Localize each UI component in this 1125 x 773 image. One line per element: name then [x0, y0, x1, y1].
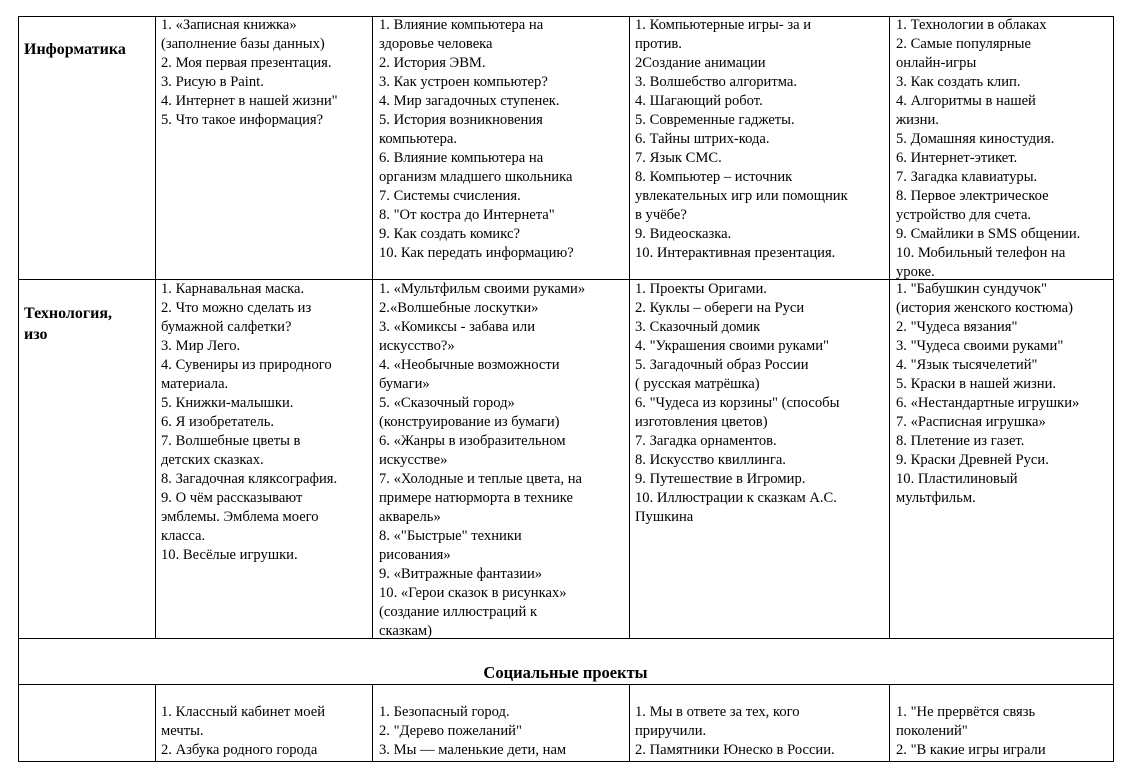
cell-line: 3. "Чудеса своими руками": [896, 338, 1064, 354]
cell-line: 7. Загадка орнаментов.: [635, 433, 777, 449]
cell-line: 4. Мир загадочных ступенек.: [379, 93, 560, 109]
cell-line: 3. Сказочный домик: [635, 319, 761, 335]
cell-technology-col2: [379, 280, 585, 641]
col-divider-4a: [889, 16, 890, 639]
cell-line: искусстве»: [379, 452, 448, 468]
cell-line: жизни.: [896, 112, 939, 128]
cell-line: 6. «Нестандартные игрушки»: [896, 395, 1080, 411]
cell-technology-col4: [896, 280, 1079, 508]
cell-line: примере натюрморта в технике: [379, 490, 573, 506]
cell-line: 9. О чём рассказывают: [161, 490, 303, 506]
cell-social-col4: [896, 703, 1046, 760]
cell-line: 8. Компьютер – источник: [635, 169, 793, 185]
cell-line: 9. «Витражные фантазии»: [379, 566, 543, 582]
cell-line: против.: [635, 36, 682, 52]
cell-line: 3. Как создать клип.: [896, 74, 1021, 90]
cell-line: (конструирование из бумаги): [379, 414, 560, 430]
cell-line: 8. "От костра до Интернета": [379, 207, 555, 223]
cell-line: 10. Как передать информацию?: [379, 245, 574, 261]
col-divider-3a: [629, 16, 630, 639]
cell-line: 2. "Дерево пожеланий": [379, 723, 522, 739]
subject-line-1: Технология,: [24, 305, 112, 322]
cell-line: 2. Моя первая презентация.: [161, 55, 332, 71]
cell-line: акварель»: [379, 509, 441, 525]
cell-line: 4. Шагающий робот.: [635, 93, 763, 109]
cell-line: 9. Как создать комикс?: [379, 226, 520, 242]
cell-line: 5. Что такое информация?: [161, 112, 324, 128]
cell-line: рисования»: [379, 547, 451, 563]
cell-line: бумаги»: [379, 376, 430, 392]
col-divider-2a: [372, 16, 373, 639]
cell-line: эмблемы. Эмблема моего: [161, 509, 319, 525]
cell-line: 3. «Комиксы - забава или: [379, 319, 535, 335]
col-divider-3b: [629, 684, 630, 762]
cell-line: сказкам): [379, 623, 433, 639]
cell-informatics-col1: [161, 16, 338, 130]
cell-line: 3. Рисую в Paint.: [161, 74, 264, 90]
col-divider-1a: [155, 16, 156, 639]
cell-technology-col1: [161, 280, 337, 565]
cell-informatics-col3: [635, 16, 848, 263]
cell-line: 5. Краски в нашей жизни.: [896, 376, 1057, 392]
cell-line: 2. Что можно сделать из: [161, 300, 312, 316]
cell-line: 1. Карнавальная маска.: [161, 281, 305, 297]
cell-line: 5. Современные гаджеты.: [635, 112, 795, 128]
cell-informatics-col2: [379, 16, 574, 263]
cell-line: 10. Интерактивная презентация.: [635, 245, 836, 261]
cell-line: 7. «Холодные и теплые цвета, на: [379, 471, 582, 487]
cell-line: в учёбе?: [635, 207, 687, 223]
cell-line: 6. Тайны штрих-кода.: [635, 131, 770, 147]
cell-line: 5. Загадочный образ России: [635, 357, 809, 373]
subject-line-2: изо: [24, 326, 48, 343]
cell-line: 1. «Мультфильм своими руками»: [379, 281, 586, 297]
cell-line: ( русская матрёшка): [635, 376, 760, 392]
cell-line: 6. "Чудеса из корзины" (способы: [635, 395, 840, 411]
cell-line: 5. История возникновения: [379, 112, 543, 128]
cell-line: 8. Искусство квиллинга.: [635, 452, 786, 468]
cell-line: мультфильм.: [896, 490, 976, 506]
cell-line: 8. Загадочная кляксография.: [161, 471, 338, 487]
cell-line: организм младшего школьника: [379, 169, 573, 185]
cell-line: 8. «"Быстрые" техники: [379, 528, 522, 544]
cell-line: изготовления цветов): [635, 414, 768, 430]
cell-line: (заполнение базы данных): [161, 36, 325, 52]
cell-technology-col3: [635, 280, 839, 527]
cell-line: 2. Самые популярные: [896, 36, 1031, 52]
cell-line: 1. Влияние компьютера на: [379, 17, 544, 33]
cell-line: 5. «Сказочный город»: [379, 395, 515, 411]
cell-line: 4. Интернет в нашей жизни": [161, 93, 338, 109]
cell-line: 9. Краски Древней Руси.: [896, 452, 1049, 468]
cell-line: 4. «Необычные возможности: [379, 357, 560, 373]
cell-line: 5. Книжки-малышки.: [161, 395, 294, 411]
cell-line: 6. Влияние компьютера на: [379, 150, 544, 166]
cell-line: здоровье человека: [379, 36, 493, 52]
cell-line: (создание иллюстраций к: [379, 604, 538, 620]
cell-line: 2Создание анимации: [635, 55, 766, 71]
cell-line: 10. Пластилиновый: [896, 471, 1018, 487]
cell-line: 10. Весёлые игрушки.: [161, 547, 298, 563]
col-divider-2b: [372, 684, 373, 762]
cell-line: 9. Видеосказка.: [635, 226, 732, 242]
cell-line: 1. "Бабушкин сундучок": [896, 281, 1047, 297]
subject-technology-art: [24, 303, 112, 345]
cell-line: 1. «Записная книжка»: [161, 17, 297, 33]
cell-line: 7. Системы счисления.: [379, 188, 521, 204]
cell-line: 7. «Расписная игрушка»: [896, 414, 1046, 430]
cell-social-col1: [161, 703, 325, 760]
cell-line: 1. Проекты Оригами.: [635, 281, 767, 297]
cell-line: бумажной салфетки?: [161, 319, 292, 335]
cell-line: устройство для счета.: [896, 207, 1032, 223]
cell-line: 7. Загадка клавиатуры.: [896, 169, 1038, 185]
cell-line: поколений": [896, 723, 968, 739]
cell-line: 6. Интернет-этикет.: [896, 150, 1018, 166]
cell-line: 5. Домашняя киностудия.: [896, 131, 1055, 147]
cell-line: увлекательных игр или помощник: [635, 188, 848, 204]
subject-informatics: Информатика: [24, 41, 126, 58]
cell-line: 3. Волшебство алгоритма.: [635, 74, 797, 90]
cell-line: Пушкина: [635, 509, 694, 525]
cell-line: 1. Компьютерные игры- за и: [635, 17, 812, 33]
cell-line: 4. "Украшения своими руками": [635, 338, 829, 354]
cell-line: 2. Куклы – обереги на Руси: [635, 300, 805, 316]
cell-line: 9. Смайлики в SMS общении.: [896, 226, 1081, 242]
cell-line: 4. Алгоритмы в нашей: [896, 93, 1036, 109]
cell-line: 8. Плетение из газет.: [896, 433, 1025, 449]
col-divider-4b: [889, 684, 890, 762]
table-border-right: [1113, 16, 1114, 762]
cell-line: 1. Технологии в облаках: [896, 17, 1047, 33]
cell-line: 3. Как устроен компьютер?: [379, 74, 548, 90]
cell-line: 10. Мобильный телефон на: [896, 245, 1066, 261]
row-divider-3: [18, 684, 1114, 685]
cell-line: уроке.: [896, 264, 935, 280]
cell-line: детских сказках.: [161, 452, 264, 468]
col-divider-1b: [155, 684, 156, 762]
cell-line: 3. Мир Лего.: [161, 338, 241, 354]
cell-line: 8. Первое электрическое: [896, 188, 1049, 204]
cell-line: 4. Сувениры из природного: [161, 357, 332, 373]
cell-line: 1. Безопасный город.: [379, 704, 510, 720]
cell-line: мечты.: [161, 723, 204, 739]
cell-line: 2. "В какие игры играли: [896, 742, 1046, 758]
cell-line: 9. Путешествие в Игромир.: [635, 471, 806, 487]
cell-line: 10. «Герои сказок в рисунках»: [379, 585, 567, 601]
cell-line: 2. "Чудеса вязания": [896, 319, 1018, 335]
cell-line: 2. Азбука родного города: [161, 742, 318, 758]
cell-social-col3: [635, 703, 835, 760]
cell-line: приручили.: [635, 723, 707, 739]
cell-line: 3. Мы — маленькие дети, нам: [379, 742, 567, 758]
cell-line: 1. Мы в ответе за тех, кого: [635, 704, 800, 720]
cell-social-col2: [379, 703, 566, 760]
cell-line: (история женского костюма): [896, 300, 1074, 316]
cell-line: 2. Памятники Юнеско в России.: [635, 742, 835, 758]
cell-line: 10. Иллюстрации к сказкам А.С.: [635, 490, 837, 506]
cell-line: онлайн-игры: [896, 55, 977, 71]
cell-line: 2.«Волшебные лоскутки»: [379, 300, 539, 316]
cell-line: 7. Волшебные цветы в: [161, 433, 301, 449]
cell-line: 6. «Жанры в изобразительном: [379, 433, 566, 449]
table-border-bottom: [18, 761, 1114, 762]
cell-line: 4. "Язык тысячелетий": [896, 357, 1038, 373]
cell-line: материала.: [161, 376, 229, 392]
cell-line: 2. История ЭВМ.: [379, 55, 486, 71]
cell-line: 1. Классный кабинет моей: [161, 704, 326, 720]
cell-line: компьютера.: [379, 131, 458, 147]
cell-line: класса.: [161, 528, 206, 544]
section-title-social-projects: Социальные проекты: [483, 663, 648, 682]
cell-line: 1. "Не прервётся связь: [896, 704, 1036, 720]
cell-line: 7. Язык СМС.: [635, 150, 722, 166]
cell-informatics-col4: [896, 16, 1080, 282]
table-border-left: [18, 16, 19, 762]
cell-line: 6. Я изобретатель.: [161, 414, 275, 430]
cell-line: искусство?»: [379, 338, 455, 354]
